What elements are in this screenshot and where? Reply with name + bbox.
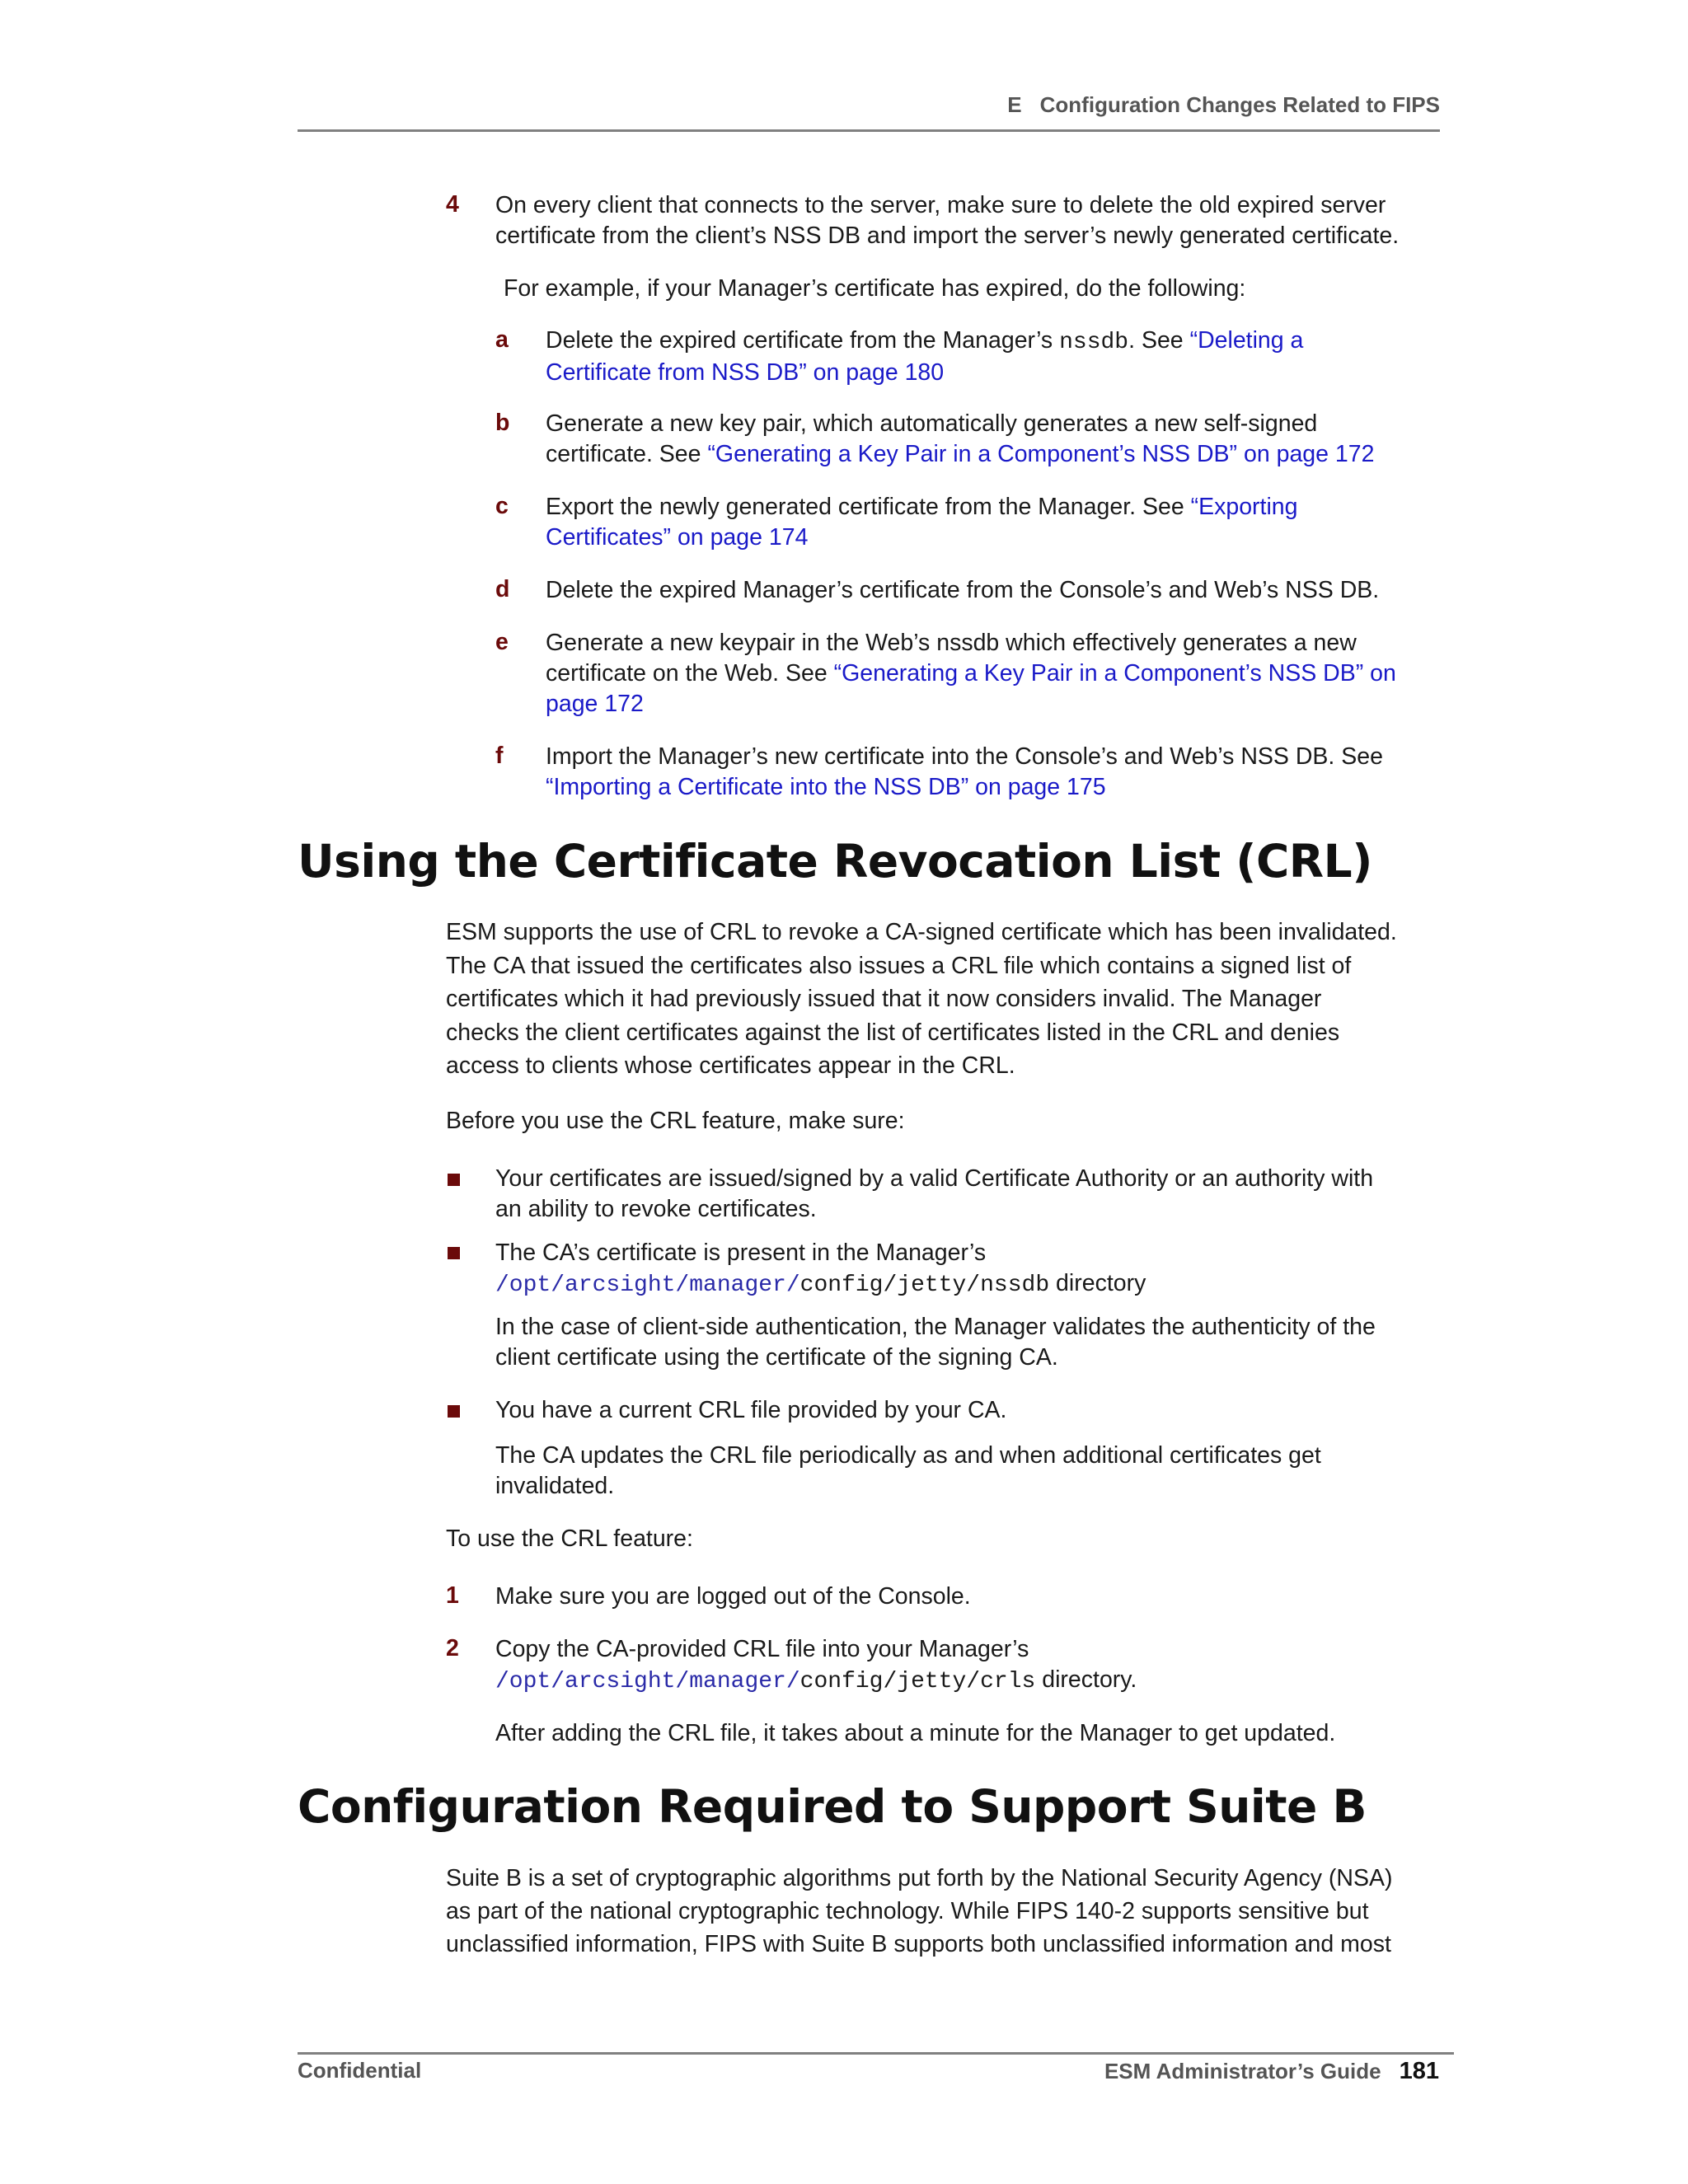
bullet-item-2: The CA’s certificate is present in the Manager’s /opt/arcsight/manager/config/jetty/nssdb directory bbox=[495, 1240, 1146, 1298]
substep-marker: a bbox=[495, 326, 509, 353]
substep-a-text: Delete the expired certificate from the Manager’s nssdb. See “Deleting a Certificate from NSS DB” on page 180 bbox=[546, 327, 1304, 386]
path-manager-link[interactable]: /opt/arcsight/manager/ bbox=[495, 1669, 800, 1694]
link-importing-certificate[interactable]: “Importing a Certificate into the NSS DB” on page 175 bbox=[546, 774, 1106, 800]
link-exporting-certificates[interactable]: “Exporting bbox=[1190, 494, 1298, 520]
link-deleting-certificate-cont[interactable]: Certificate from NSS DB” on page 180 bbox=[546, 359, 945, 386]
bullet-3-note: The CA updates the CRL file periodically as and when additional certificates get invalidated. bbox=[495, 1442, 1321, 1499]
bullet-marker bbox=[448, 1174, 460, 1186]
footer-rule bbox=[298, 2052, 1454, 2055]
substep-marker: b bbox=[495, 410, 510, 436]
substep-marker: e bbox=[495, 629, 509, 655]
bullet-marker bbox=[448, 1405, 460, 1418]
crl-step-2-note: After adding the CRL file, it takes about a minute for the Manager to get updated. bbox=[495, 1720, 1336, 1746]
link-deleting-certificate[interactable]: “Deleting a bbox=[1189, 327, 1304, 354]
path-nssdb: config/jetty/nssdb bbox=[799, 1272, 1050, 1298]
step-number: 2 bbox=[446, 1635, 459, 1661]
link-generating-key-pair-web[interactable]: “Generating a Key Pair in a Component’s NSS DB” on bbox=[833, 660, 1396, 687]
header-rule bbox=[298, 129, 1440, 132]
step-number: 1 bbox=[446, 1582, 459, 1609]
substep-e-text: Generate a new keypair in the Web’s nssdb which effectively generates a new certificate on the Web. See “Generating a Key Pair in a Component’s NSS DB” on page 172 bbox=[546, 630, 1396, 717]
crl-to-use: To use the CRL feature: bbox=[446, 1526, 693, 1552]
section-heading-crl: Using the Certificate Revocation List (CRL) bbox=[298, 835, 1372, 888]
crl-step-2: Copy the CA-provided CRL file into your Manager’s /opt/arcsight/manager/config/jetty/crls directory. bbox=[495, 1636, 1137, 1694]
crl-intro-paragraph: ESM supports the use of CRL to revoke a CA-signed certificate which has been invalidated. The CA that issued the certificates also issues a CRL file which contains a signed list of certificates which it had previously issued that it now considers invalid. The Manager checks the client certificates against the list of certificates listed in the CRL and denies access to clients whose certificates appear in the CRL. bbox=[446, 919, 1397, 1079]
substep-marker: d bbox=[495, 576, 510, 602]
chapter-title: Configuration Changes Related to FIPS bbox=[1039, 92, 1440, 117]
substep-marker: f bbox=[495, 743, 504, 769]
crl-before-text: Before you use the CRL feature, make sure: bbox=[446, 1108, 905, 1134]
chapter-letter: E bbox=[1007, 92, 1022, 117]
bullet-2-note: In the case of client-side authentication, the Manager validates the authenticity of the client certificate using the certificate of the signing CA. bbox=[495, 1314, 1376, 1371]
bullet-item-1: Your certificates are issued/signed by a valid Certificate Authority or an authority with an ability to revoke certificates. bbox=[495, 1165, 1374, 1222]
step4-text: On every client that connects to the server, make sure to delete the old expired server certificate from the client’s NSS DB and import the server’s newly generated certificate. bbox=[495, 192, 1400, 249]
bullet-marker bbox=[448, 1247, 460, 1259]
crl-step-1: Make sure you are logged out of the Console. bbox=[495, 1583, 971, 1610]
running-header bbox=[298, 92, 1440, 118]
link-generating-key-pair[interactable]: “Generating a Key Pair in a Component’s NSS DB” on page 172 bbox=[707, 441, 1375, 467]
link-exporting-certificates-cont[interactable]: Certificates” on page 174 bbox=[546, 524, 809, 551]
bullet-item-3: You have a current CRL file provided by your CA. bbox=[495, 1397, 1007, 1423]
nssdb-code: nssdb bbox=[1059, 330, 1129, 355]
footer-guide-title: ESM Administrator’s Guide 181 bbox=[1104, 2058, 1439, 2084]
section-heading-suite-b: Configuration Required to Support Suite B bbox=[298, 1780, 1367, 1833]
substep-d-text: Delete the expired Manager’s certificate from the Console’s and Web’s NSS DB. bbox=[546, 577, 1380, 603]
footer-confidential: Confidential bbox=[298, 2058, 422, 2083]
page-number: 181 bbox=[1399, 2058, 1439, 2084]
substep-b-text: Generate a new key pair, which automatically generates a new self-signed certificate. See “Generating a Key Pair in a Component’s NSS DB” on page 172 bbox=[546, 410, 1375, 467]
path-manager-link[interactable]: /opt/arcsight/manager/ bbox=[495, 1272, 800, 1298]
substep-marker: c bbox=[495, 493, 509, 519]
substep-c-text: Export the newly generated certificate from the Manager. See “Exporting Certificates” on page 174 bbox=[546, 494, 1298, 551]
link-generating-key-pair-web-cont[interactable]: page 172 bbox=[546, 691, 644, 717]
step-number: 4 bbox=[446, 191, 459, 218]
suite-b-paragraph: Suite B is a set of cryptographic algorithms put forth by the National Security Agency (NSA) as part of the national cryptographic technology. While FIPS 140-2 supports sensitive but unclassified information, FIPS with Suite B supports both unclassified information and most bbox=[446, 1865, 1393, 1957]
substep-f-text: Import the Manager’s new certificate into the Console’s and Web’s NSS DB. See “Importing a Certificate into the NSS DB” on page 175 bbox=[546, 743, 1383, 800]
path-crls: config/jetty/crls bbox=[799, 1669, 1036, 1694]
example-intro: For example, if your Manager’s certificate has expired, do the following: bbox=[504, 275, 1246, 302]
